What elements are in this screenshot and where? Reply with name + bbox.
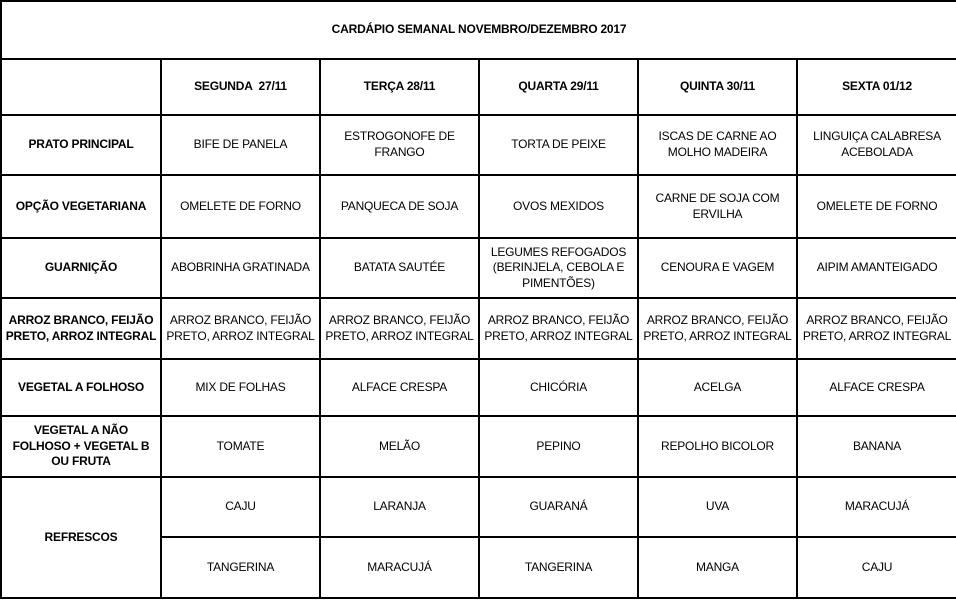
table-row — [1, 416, 956, 477]
menu-cell: ACELGA — [638, 359, 797, 416]
table-row — [1, 477, 956, 537]
menu-cell: ARROZ BRANCO, FEIJÃO PRETO, ARROZ INTEGRAL — [479, 298, 638, 359]
menu-cell: TANGERINA — [161, 537, 320, 598]
row-label-vegetal-nao-folhoso: VEGETAL A NÃO FOLHOSO + VEGETAL B OU FRUTA — [1, 416, 161, 477]
menu-cell: TORTA DE PEIXE — [479, 115, 638, 175]
day-header-tuesday: TERÇA 28/11 — [320, 59, 479, 115]
corner-cell — [1, 59, 161, 115]
menu-cell: LEGUMES REFOGADOS (BERINJELA, CEBOLA E PIMENTÕES) — [479, 238, 638, 298]
menu-cell: PEPINO — [479, 416, 638, 477]
menu-cell: UVA — [638, 477, 797, 537]
menu-cell: OMELETE DE FORNO — [161, 175, 320, 238]
menu-cell: ESTROGONOFE DE FRANGO — [320, 115, 479, 175]
menu-cell: BANANA — [797, 416, 956, 477]
table-row — [1, 298, 956, 359]
menu-cell: ABOBRINHA GRATINADA — [161, 238, 320, 298]
row-label-vegetal-folhoso: VEGETAL A FOLHOSO — [1, 359, 161, 416]
menu-cell: TANGERINA — [479, 537, 638, 598]
table-row — [1, 359, 956, 416]
menu-cell: REPOLHO BICOLOR — [638, 416, 797, 477]
menu-cell: OMELETE DE FORNO — [797, 175, 956, 238]
menu-cell: MIX DE FOLHAS — [161, 359, 320, 416]
day-header-wednesday: QUARTA 29/11 — [479, 59, 638, 115]
menu-cell: MARACUJÁ — [320, 537, 479, 598]
day-header-monday: SEGUNDA 27/11 — [161, 59, 320, 115]
menu-cell: PANQUECA DE SOJA — [320, 175, 479, 238]
menu-cell: BIFE DE PANELA — [161, 115, 320, 175]
menu-cell: MELÃO — [320, 416, 479, 477]
day-header-friday: SEXTA 01/12 — [797, 59, 956, 115]
menu-cell: ARROZ BRANCO, FEIJÃO PRETO, ARROZ INTEGRAL — [320, 298, 479, 359]
row-label-arroz-feijao: ARROZ BRANCO, FEIJÃO PRETO, ARROZ INTEGRAL — [1, 298, 161, 359]
day-header-thursday: QUINTA 30/11 — [638, 59, 797, 115]
row-label-opcao-vegetariana: OPÇÃO VEGETARIANA — [1, 175, 161, 238]
menu-cell: ALFACE CRESPA — [320, 359, 479, 416]
menu-cell: CHICÓRIA — [479, 359, 638, 416]
row-label-prato-principal: PRATO PRINCIPAL — [1, 115, 161, 175]
menu-cell: OVOS MEXIDOS — [479, 175, 638, 238]
menu-cell: LARANJA — [320, 477, 479, 537]
menu-cell: ALFACE CRESPA — [797, 359, 956, 416]
menu-cell: CARNE DE SOJA COM ERVILHA — [638, 175, 797, 238]
menu-cell: GUARANÁ — [479, 477, 638, 537]
menu-cell: CAJU — [797, 537, 956, 598]
menu-cell: ARROZ BRANCO, FEIJÃO PRETO, ARROZ INTEGRAL — [638, 298, 797, 359]
menu-cell: ISCAS DE CARNE AO MOLHO MADEIRA — [638, 115, 797, 175]
menu-cell: ARROZ BRANCO, FEIJÃO PRETO, ARROZ INTEGRAL — [797, 298, 956, 359]
table-title: CARDÁPIO SEMANAL NOVEMBRO/DEZEMBRO 2017 — [1, 1, 956, 59]
table-row — [1, 175, 956, 238]
menu-cell: BATATA SAUTÉE — [320, 238, 479, 298]
row-label-refrescos: REFRESCOS — [1, 477, 161, 598]
menu-cell: ARROZ BRANCO, FEIJÃO PRETO, ARROZ INTEGRAL — [161, 298, 320, 359]
row-label-guarnicao: GUARNIÇÃO — [1, 238, 161, 298]
menu-cell: MANGA — [638, 537, 797, 598]
menu-cell: TOMATE — [161, 416, 320, 477]
menu-cell: AIPIM AMANTEIGADO — [797, 238, 956, 298]
table-row — [1, 115, 956, 175]
menu-cell: CENOURA E VAGEM — [638, 238, 797, 298]
table-row — [1, 238, 956, 298]
menu-cell: MARACUJÁ — [797, 477, 956, 537]
menu-cell: CAJU — [161, 477, 320, 537]
menu-cell: LINGUIÇA CALABRESA ACEBOLADA — [797, 115, 956, 175]
